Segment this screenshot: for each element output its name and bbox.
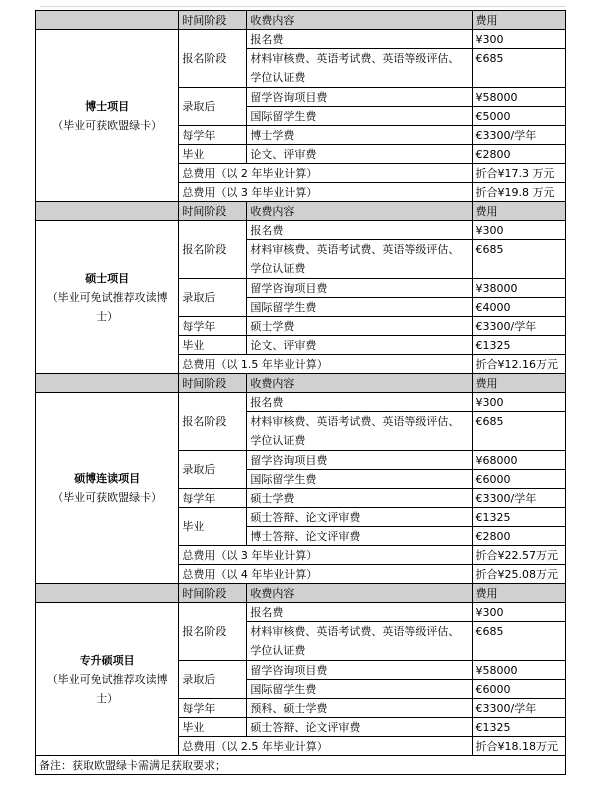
intl-fee: €4000: [472, 298, 566, 317]
signup-fee-label: 报名费: [247, 603, 472, 622]
tuition-label: 博士学费: [247, 126, 472, 145]
project-name: 专升硕项目: [79, 653, 135, 667]
header-blank: [36, 202, 179, 221]
review-label: 材料审核费、英语考试费、英语等级评估、学位认证费: [247, 240, 472, 279]
tuition-fee: €3300/学年: [472, 489, 566, 508]
thesis-fee: €2800: [472, 145, 566, 164]
signup-fee-label: 报名费: [247, 30, 472, 49]
header-fee: 费用: [472, 374, 566, 393]
thesis-fee: €1325: [472, 508, 566, 527]
table-header-row: [36, 11, 566, 30]
total-label: 总费用（以 3 年毕业计算）: [179, 183, 472, 202]
total-value: 折合¥17.3 万元: [472, 164, 566, 183]
review-label: 材料审核费、英语考试费、英语等级评估、学位认证费: [247, 412, 472, 451]
total-value: 折合¥18.18万元: [472, 737, 566, 756]
total-value: 折合¥19.8 万元: [472, 183, 566, 202]
header-content: 收费内容: [247, 202, 472, 221]
phase-admit: 录取后: [179, 661, 247, 699]
phase-yearly: 每学年: [179, 126, 247, 145]
total-label: 总费用（以 3 年毕业计算）: [179, 546, 472, 565]
consult-label: 留学咨询项目费: [247, 88, 472, 107]
phase-yearly: 每学年: [179, 489, 247, 508]
header-content: 收费内容: [247, 374, 472, 393]
header-blank: [36, 11, 179, 30]
tuition-label: 硕士学费: [247, 489, 472, 508]
tuition-label: 硕士学费: [247, 317, 472, 336]
thesis-fee: €1325: [472, 718, 566, 737]
phase-signup: 报名阶段: [179, 30, 247, 88]
project-note: （毕业可获欧盟绿卡）: [52, 118, 163, 132]
total-label: 总费用（以 4 年毕业计算）: [179, 565, 472, 584]
signup-fee-label: 报名费: [247, 393, 472, 412]
project-cell: [36, 30, 179, 202]
phase-yearly: 每学年: [179, 317, 247, 336]
tuition-fee: €3300/学年: [472, 317, 566, 336]
review-label: 材料审核费、英语考试费、英语等级评估、学位认证费: [247, 49, 472, 88]
signup-fee-label: 报名费: [247, 221, 472, 240]
header-phase: 时间阶段: [179, 374, 247, 393]
signup-fee: ¥300: [472, 393, 566, 412]
thesis-fee: €1325: [472, 336, 566, 355]
intl-label: 国际留学生费: [247, 298, 472, 317]
consult-label: 留学咨询项目费: [247, 661, 472, 680]
project-cell: [36, 603, 179, 756]
consult-label: 留学咨询项目费: [247, 279, 472, 298]
project-name: 博士项目: [85, 99, 130, 113]
intl-label: 国际留学生费: [247, 470, 472, 489]
thesis-label: 论文、评审费: [247, 145, 472, 164]
intl-label: 国际留学生费: [247, 107, 472, 126]
footnote: 备注：获取欧盟绿卡需满足获取要求；: [36, 756, 566, 775]
header-rule: [40, 6, 566, 7]
total-label: 总费用（以 2 年毕业计算）: [179, 164, 472, 183]
table-header-row: [36, 202, 566, 221]
phase-admit: 录取后: [179, 88, 247, 126]
header-phase: 时间阶段: [179, 11, 247, 30]
review-fee: €685: [472, 412, 566, 451]
intl-fee: €5000: [472, 107, 566, 126]
consult-label: 留学咨询项目费: [247, 451, 472, 470]
review-fee: €685: [472, 49, 566, 88]
signup-fee: ¥300: [472, 30, 566, 49]
thesis2-fee: €2800: [472, 527, 566, 546]
header-phase: 时间阶段: [179, 584, 247, 603]
header-blank: [36, 584, 179, 603]
table-row: [36, 221, 566, 240]
thesis2-label: 博士答辩、论文评审费: [247, 527, 472, 546]
consult-fee: ¥38000: [472, 279, 566, 298]
phase-signup: 报名阶段: [179, 603, 247, 661]
project-note: （毕业可免试推荐攻读博士）: [46, 290, 168, 323]
header-content: 收费内容: [247, 11, 472, 30]
phase-grad: 毕业: [179, 336, 247, 355]
footnote-row: [36, 756, 566, 775]
header-fee: 费用: [472, 11, 566, 30]
review-label: 材料审核费、英语考试费、英语等级评估、学位认证费: [247, 622, 472, 661]
intl-fee: €6000: [472, 680, 566, 699]
header-blank: [36, 374, 179, 393]
fee-table: [35, 10, 566, 775]
intl-label: 国际留学生费: [247, 680, 472, 699]
phase-grad: 毕业: [179, 145, 247, 164]
thesis-label: 硕士答辩、论文评审费: [247, 718, 472, 737]
tuition-label: 预科、硕士学费: [247, 699, 472, 718]
phase-signup: 报名阶段: [179, 393, 247, 451]
project-note: （毕业可获欧盟绿卡）: [52, 491, 163, 504]
table-row: [36, 393, 566, 412]
signup-fee: ¥300: [472, 603, 566, 622]
table-header-row: [36, 374, 566, 393]
consult-fee: ¥58000: [472, 661, 566, 680]
phase-admit: 录取后: [179, 451, 247, 489]
phase-admit: 录取后: [179, 279, 247, 317]
project-note: （毕业可免试推荐攻读博士）: [46, 672, 168, 705]
header-phase: 时间阶段: [179, 202, 247, 221]
total-value: 折合¥25.08万元: [472, 565, 566, 584]
consult-fee: ¥68000: [472, 451, 566, 470]
intl-fee: €6000: [472, 470, 566, 489]
total-label: 总费用（以 1.5 年毕业计算）: [179, 355, 472, 374]
total-value: 折合¥12.16万元: [472, 355, 566, 374]
project-name: 硕士项目: [85, 271, 130, 285]
project-name: 硕博连读项目: [74, 472, 141, 485]
phase-grad: 毕业: [179, 718, 247, 737]
project-cell: [36, 393, 179, 584]
consult-fee: ¥58000: [472, 88, 566, 107]
project-cell: [36, 221, 179, 374]
thesis-label: 硕士答辩、论文评审费: [247, 508, 472, 527]
thesis-label: 论文、评审费: [247, 336, 472, 355]
total-label: 总费用（以 2.5 年毕业计算）: [179, 737, 472, 756]
table-row: [36, 30, 566, 49]
table-header-row: [36, 584, 566, 603]
review-fee: €685: [472, 622, 566, 661]
signup-fee: ¥300: [472, 221, 566, 240]
header-fee: 费用: [472, 202, 566, 221]
header-fee: 费用: [472, 584, 566, 603]
tuition-fee: €3300/学年: [472, 126, 566, 145]
tuition-fee: €3300/学年: [472, 699, 566, 718]
phase-yearly: 每学年: [179, 699, 247, 718]
phase-signup: 报名阶段: [179, 221, 247, 279]
review-fee: €685: [472, 240, 566, 279]
total-value: 折合¥22.57万元: [472, 546, 566, 565]
phase-grad: 毕业: [179, 508, 247, 546]
header-content: 收费内容: [247, 584, 472, 603]
table-row: [36, 603, 566, 622]
